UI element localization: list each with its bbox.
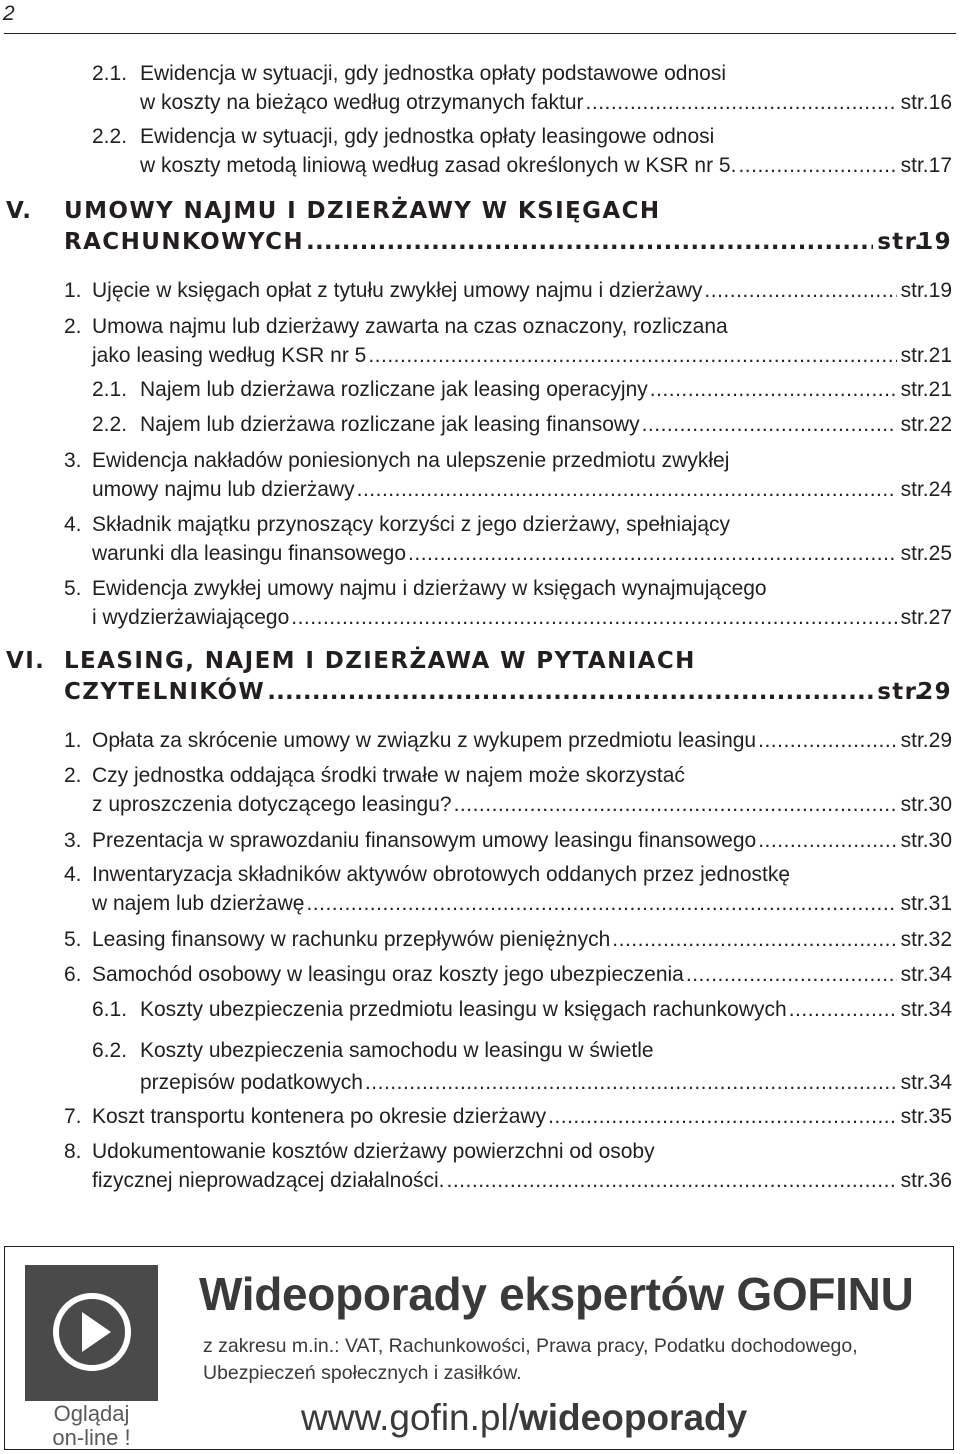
toc-number: 6. <box>64 963 82 986</box>
toc-leader <box>642 410 897 439</box>
toc-entry-v-1[interactable] <box>64 276 952 305</box>
toc-leader <box>586 88 897 117</box>
toc-number: 3. <box>64 829 82 852</box>
toc-number: 2.2. <box>92 125 128 148</box>
banner-title: Wideoporady ekspertów GOFINU <box>199 1268 914 1320</box>
toc-number: 6.1. <box>92 998 128 1021</box>
toc-str-label: str. <box>900 793 929 816</box>
toc-number: 1. <box>64 729 82 752</box>
toc-entry-vi-8[interactable] <box>64 1137 952 1195</box>
toc-title-line-2: w koszty na bieżąco według otrzymanych faktur <box>140 91 584 114</box>
toc-number: 4. <box>64 513 82 536</box>
toc-title-line-1: Ewidencja nakładów poniesionych na ulepszenie przedmiotu zwykłej <box>92 449 730 472</box>
toc-chapter-vi[interactable] <box>6 646 952 708</box>
toc-str-label: str. <box>900 998 929 1021</box>
toc-title-line-1: Opłata za skrócenie umowy w związku z wykupem przedmiotu leasingu <box>92 729 757 752</box>
toc-entry-v-2-2[interactable] <box>92 410 952 439</box>
toc-title-line-2: jako leasing według KSR nr 5 <box>92 344 367 367</box>
toc-leader <box>267 677 873 708</box>
banner-url-link[interactable] <box>301 1397 747 1439</box>
toc-chapter-title-line-2: RACHUNKOWYCH <box>64 229 305 255</box>
toc-entry-2-1[interactable] <box>92 59 952 117</box>
toc-str-label: str. <box>900 892 929 915</box>
toc-page-number: 30 <box>928 793 952 816</box>
toc-str-label: str. <box>900 378 929 401</box>
toc-leader <box>368 341 896 370</box>
toc-number: 2. <box>64 315 82 338</box>
toc-page-number: 25 <box>928 542 952 565</box>
toc-page-number: 22 <box>928 413 952 436</box>
toc-title-line-1: Inwentaryzacja składników aktywów obrotowych oddanych przez jednostkę <box>92 863 791 886</box>
toc-page-number: 27 <box>928 606 952 629</box>
toc-page-number: 24 <box>928 478 952 501</box>
toc-title-line-2: i wydzierżawiającego <box>92 606 290 629</box>
toc-title-line-2: z uproszczenia dotyczącego leasingu? <box>92 793 452 816</box>
toc-entry-v-3[interactable] <box>64 446 952 504</box>
toc-leader <box>408 539 897 568</box>
toc-entry-vi-4[interactable] <box>64 860 952 918</box>
toc-str-label: str. <box>900 1071 929 1094</box>
toc-entry-vi-1[interactable] <box>64 726 952 755</box>
toc-title-line-1: Koszty ubezpieczenia samochodu w leasingu w świetle <box>140 1039 654 1062</box>
toc-page-number: 34 <box>928 1071 952 1094</box>
toc-leader <box>612 925 896 954</box>
toc-entry-v-2[interactable] <box>64 312 952 370</box>
toc-page-number: 19 <box>917 229 952 255</box>
toc-number: 6.2. <box>92 1039 128 1062</box>
toc-entry-vi-5[interactable] <box>64 925 952 954</box>
toc-title-line-1: Leasing finansowy w rachunku przepływów pieniężnych <box>92 928 611 951</box>
toc-entry-vi-7[interactable] <box>64 1102 952 1131</box>
toc-title-line-2: w koszty metodą liniową według zasad określonych w KSR nr 5. <box>140 154 737 177</box>
toc-number: 2.2. <box>92 413 128 436</box>
toc-entry-vi-6[interactable] <box>64 960 952 989</box>
toc-title-line-1: Czy jednostka oddająca środki trwałe w najem może skorzystać <box>92 764 685 787</box>
toc-page-number: 21 <box>928 344 952 367</box>
toc-str-label: str. <box>900 729 929 752</box>
watch-line-1: Oglądaj <box>53 1401 130 1426</box>
toc-leader <box>758 826 896 855</box>
toc-str-label: str. <box>900 91 929 114</box>
toc-entry-v-5[interactable] <box>64 574 952 632</box>
toc-str-label: str. <box>900 478 929 501</box>
toc-number: 2. <box>64 764 82 787</box>
toc-str-label: str. <box>900 963 929 986</box>
toc-str-label: str. <box>900 1169 929 1192</box>
play-button[interactable] <box>25 1265 158 1401</box>
toc-title-line-2: warunki dla leasingu finansowego <box>92 542 407 565</box>
toc-chapter-number: V. <box>6 198 33 224</box>
toc-str-label: str. <box>900 279 929 302</box>
toc-str-label: str. <box>900 829 929 852</box>
url-prefix: www.gofin.pl/ <box>301 1397 519 1438</box>
toc-number: 2.1. <box>92 62 128 85</box>
toc-title-line-1: Prezentacja w sprawozdaniu finansowym umowy leasingu finansowego <box>92 829 757 852</box>
toc-page-number: 35 <box>928 1105 952 1128</box>
toc-entry-v-4[interactable] <box>64 510 952 568</box>
toc-number: 3. <box>64 449 82 472</box>
toc-number: 5. <box>64 577 82 600</box>
toc-leader <box>291 603 896 632</box>
toc-str-label: str. <box>877 229 925 255</box>
toc-title-line-1: Ewidencja w sytuacji, gdy jednostka opłaty leasingowe odnosi <box>140 125 715 148</box>
toc-page-number: 30 <box>928 829 952 852</box>
toc-title-line-1: Udokumentowanie kosztów dzierżawy powierzchni od osoby <box>92 1140 655 1163</box>
url-bold: wideoporady <box>519 1397 748 1438</box>
banner-description-line-1: z zakresu m.in.: VAT, Rachunkowości, Prawa pracy, Podatku dochodowego, <box>203 1335 858 1357</box>
toc-page-number: 19 <box>928 279 952 302</box>
toc-entry-vi-6-2[interactable] <box>92 1036 952 1097</box>
toc-page-number: 32 <box>928 928 952 951</box>
toc-leader <box>357 475 897 504</box>
toc-title-line-2: fizycznej nieprowadzącej działalności. <box>92 1169 445 1192</box>
toc-leader <box>789 995 897 1024</box>
toc-leader <box>686 960 897 989</box>
video-advice-banner[interactable] <box>4 1246 954 1450</box>
toc-page-number: 29 <box>928 729 952 752</box>
toc-leader <box>548 1102 897 1131</box>
toc-entry-2-2[interactable] <box>92 122 952 180</box>
toc-page-number: 31 <box>928 892 952 915</box>
play-icon <box>51 1289 133 1375</box>
watch-online-label <box>25 1402 158 1450</box>
toc-str-label: str. <box>900 606 929 629</box>
toc-page-number: 36 <box>928 1169 952 1192</box>
toc-title-line-1: Koszt transportu kontenera po okresie dzierżawy <box>92 1105 547 1128</box>
toc-leader <box>447 1166 897 1195</box>
toc-title-line-1: Ujęcie w księgach opłat z tytułu zwykłej umowy najmu i dzierżawy <box>92 279 703 302</box>
toc-leader <box>650 375 897 404</box>
toc-chapter-v[interactable] <box>6 196 952 258</box>
watch-line-2: on-line ! <box>52 1425 131 1450</box>
toc-title-line-2: umowy najmu lub dzierżawy <box>92 478 355 501</box>
toc-number: 8. <box>64 1140 82 1163</box>
page-number: 2 <box>3 2 15 25</box>
toc-number: 5. <box>64 928 82 951</box>
toc-title-line-1: Umowa najmu lub dzierżawy zawarta na czas oznaczony, rozliczana <box>92 315 728 338</box>
toc-page-number: 34 <box>928 998 952 1021</box>
toc-entry-vi-6-1[interactable] <box>92 995 952 1024</box>
toc-entry-vi-3[interactable] <box>64 826 952 855</box>
toc-leader <box>738 151 896 180</box>
toc-title-line-2: przepisów podatkowych <box>140 1071 363 1094</box>
toc-str-label: str. <box>877 679 925 705</box>
toc-entry-vi-2[interactable] <box>64 761 952 819</box>
toc-title-line-1: Najem lub dzierżawa rozliczane jak leasing finansowy <box>140 413 640 436</box>
toc-chapter-title-line-2: CZYTELNIKÓW <box>64 679 266 705</box>
toc-page-number: 21 <box>928 378 952 401</box>
toc-chapter-number: VI. <box>6 648 46 674</box>
banner-description-line-2: Ubezpieczeń społecznych i zasiłków. <box>203 1362 522 1384</box>
toc-chapter-title-line-1: UMOWY NAJMU I DZIERŻAWY W KSIĘGACH <box>64 198 661 224</box>
toc-str-label: str. <box>900 928 929 951</box>
toc-str-label: str. <box>900 1105 929 1128</box>
toc-entry-v-2-1[interactable] <box>92 375 952 404</box>
toc-str-label: str. <box>900 344 929 367</box>
toc-title-line-1: Ewidencja w sytuacji, gdy jednostka opłaty podstawowe odnosi <box>140 62 727 85</box>
toc-title-line-1: Ewidencja zwykłej umowy najmu i dzierżawy w księgach wynajmującego <box>92 577 767 600</box>
toc-title-line-1: Koszty ubezpieczenia przedmiotu leasingu w księgach rachunkowych <box>140 998 787 1021</box>
toc-str-label: str. <box>900 542 929 565</box>
toc-number: 7. <box>64 1105 82 1128</box>
toc-leader <box>306 227 873 258</box>
toc-page-number: 17 <box>928 154 952 177</box>
toc-number: 4. <box>64 863 82 886</box>
toc-number: 1. <box>64 279 82 302</box>
toc-leader <box>306 889 896 918</box>
toc-title-line-2: w najem lub dzierżawę <box>92 892 305 915</box>
toc-title-line-1: Składnik majątku przynoszący korzyści z jego dzierżawy, spełniający <box>92 513 731 536</box>
toc-chapter-title-line-1: LEASING, NAJEM I DZIERŻAWA W PYTANIACH <box>64 648 696 674</box>
toc-page-number: 16 <box>928 91 952 114</box>
toc-page-number: 34 <box>928 963 952 986</box>
banner-description <box>203 1333 933 1387</box>
toc-str-label: str. <box>900 413 929 436</box>
toc-number: 2.1. <box>92 378 128 401</box>
toc-title-line-1: Najem lub dzierżawa rozliczane jak leasing operacyjny <box>140 378 648 401</box>
toc-leader <box>758 726 897 755</box>
toc-leader <box>454 790 897 819</box>
toc-str-label: str. <box>900 154 929 177</box>
toc-title-line-1: Samochód osobowy w leasingu oraz koszty jego ubezpieczenia <box>92 963 684 986</box>
toc-page-number: 29 <box>917 679 952 705</box>
toc-leader <box>704 276 896 305</box>
toc-leader <box>365 1068 897 1097</box>
